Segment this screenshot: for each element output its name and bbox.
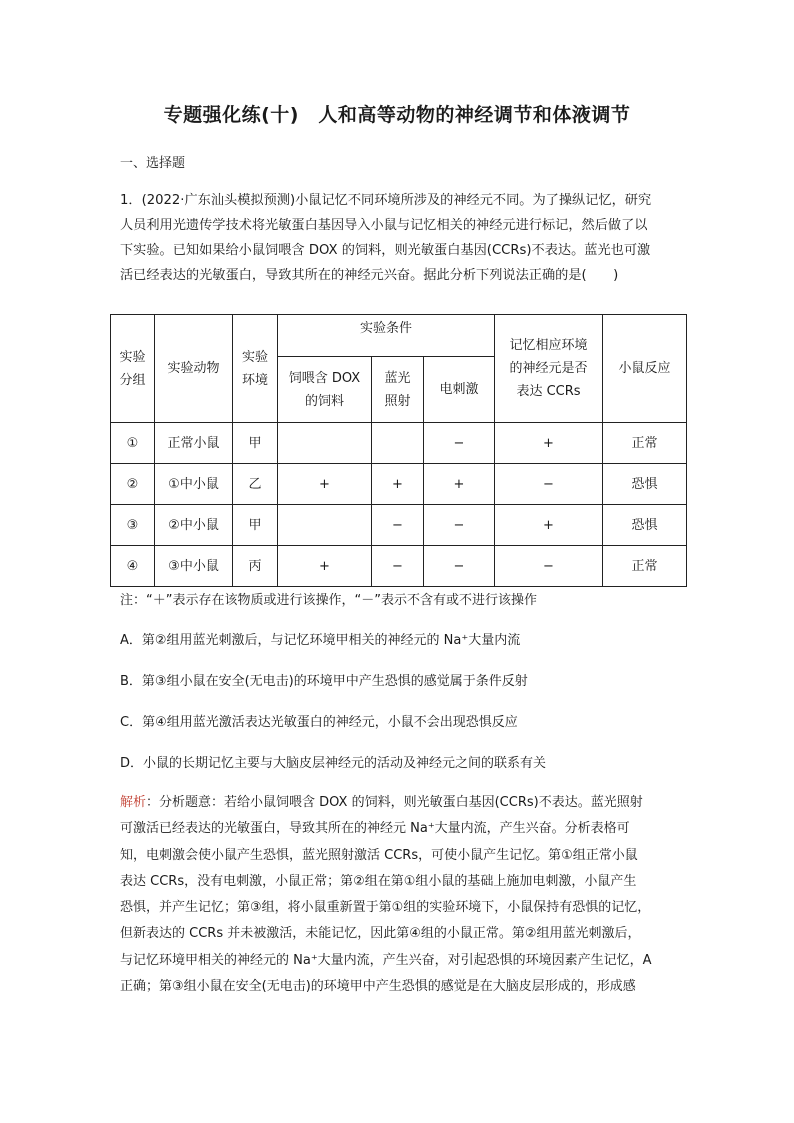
answer-line: 恐惧，并产生记忆；第③组，将小鼠重新置于第①组的实验环境下，小鼠保持有恐惧的记忆， bbox=[120, 900, 651, 916]
header-group: 实验 分组 bbox=[111, 315, 155, 423]
table-row: ④ ③中小鼠 丙 + − − − 正常 bbox=[111, 546, 687, 587]
question-line: 人员利用光遗传学技术将光敏蛋白基因导入小鼠与记忆相关的神经元进行标记，然后做了以 bbox=[120, 218, 648, 233]
table-row: ③ ②中小鼠 甲 − − + 恐惧 bbox=[111, 505, 687, 546]
experiment-table bbox=[110, 314, 687, 587]
section-heading: 一、选择题 bbox=[120, 156, 186, 171]
header-animal: 实验动物 bbox=[155, 315, 233, 423]
header-blue-light: 蓝光 照射 bbox=[372, 357, 424, 423]
option-b: B．第③组小鼠在安全(无电击)的环境甲中产生恐惧的感觉属于条件反射 bbox=[120, 674, 528, 689]
answer-line: 正确；第③组小鼠在安全(无电击)的环境甲中产生恐惧的感觉是在大脑皮层形成的，形成感 bbox=[120, 979, 636, 995]
table-row: ② ①中小鼠 乙 + + + − 恐惧 bbox=[111, 464, 687, 505]
page-title: 专题强化练(十) 人和高等动物的神经调节和体液调节 bbox=[163, 104, 631, 126]
answer-explanation bbox=[120, 790, 680, 1000]
answer-line: 与记忆环境甲相关的神经元的 Na⁺大量内流，产生兴奋，对引起恐惧的环境因素产生记忆，A bbox=[120, 952, 652, 968]
question-line: 下实验。已知如果给小鼠饲喂含 DOX 的饲料，则光敏蛋白基因(CCRs)不表达。蓝光也可激 bbox=[120, 243, 651, 258]
option-c: C．第④组用蓝光激活表达光敏蛋白的神经元，小鼠不会出现恐惧反应 bbox=[120, 715, 518, 730]
option-d: D．小鼠的长期记忆主要与大脑皮层神经元的活动及神经元之间的联系有关 bbox=[120, 756, 547, 771]
answer-label: 解析 bbox=[120, 795, 147, 810]
header-response: 小鼠反应 bbox=[603, 315, 687, 423]
option-a: A．第②组用蓝光刺激后，与记忆环境甲相关的神经元的 Na⁺大量内流 bbox=[120, 633, 521, 648]
header-env: 实验 环境 bbox=[233, 315, 278, 423]
answer-line: 解析：分析题意：若给小鼠饲喂含 DOX 的饲料，则光敏蛋白基因(CCRs)不表达。蓝光照射 bbox=[120, 795, 643, 810]
question-stem bbox=[120, 188, 682, 288]
question-line: 活已经表达的光敏蛋白，导致其所在的神经元兴奋。据此分析下列说法正确的是( ) bbox=[120, 268, 619, 283]
answer-line: 知，电刺激会使小鼠产生恐惧，蓝光照射激活 CCRs，可使小鼠产生记忆。第①组正常小鼠 bbox=[120, 847, 638, 863]
table-note: 注：“＋”表示存在该物质或进行该操作，“－”表示不含有或不进行该操作 bbox=[120, 593, 537, 608]
question-line: 1．(2022·广东汕头模拟预测)小鼠记忆不同环境所涉及的神经元不同。为了操纵记忆，研究 bbox=[120, 193, 652, 208]
answer-line: 可激活已经表达的光敏蛋白，导致其所在的神经元 Na⁺大量内流，产生兴奋。分析表格可 bbox=[120, 821, 630, 837]
table-row: ① 正常小鼠 甲 − + 正常 bbox=[111, 423, 687, 464]
answer-line: 但新表达的 CCRs 并未被激活，未能记忆，因此第④组的小鼠正常。第②组用蓝光刺激后， bbox=[120, 926, 641, 942]
header-conditions: 实验条件 bbox=[278, 315, 495, 357]
header-expression: 记忆相应环境 的神经元是否 表达 CCRs bbox=[495, 315, 603, 423]
header-dox: 饲喂含 DOX 的饲料 bbox=[278, 357, 372, 423]
answer-line: 表达 CCRs，没有电刺激，小鼠正常；第②组在第①组小鼠的基础上施加电刺激，小鼠产生 bbox=[120, 873, 637, 889]
header-shock: 电刺激 bbox=[424, 357, 495, 423]
